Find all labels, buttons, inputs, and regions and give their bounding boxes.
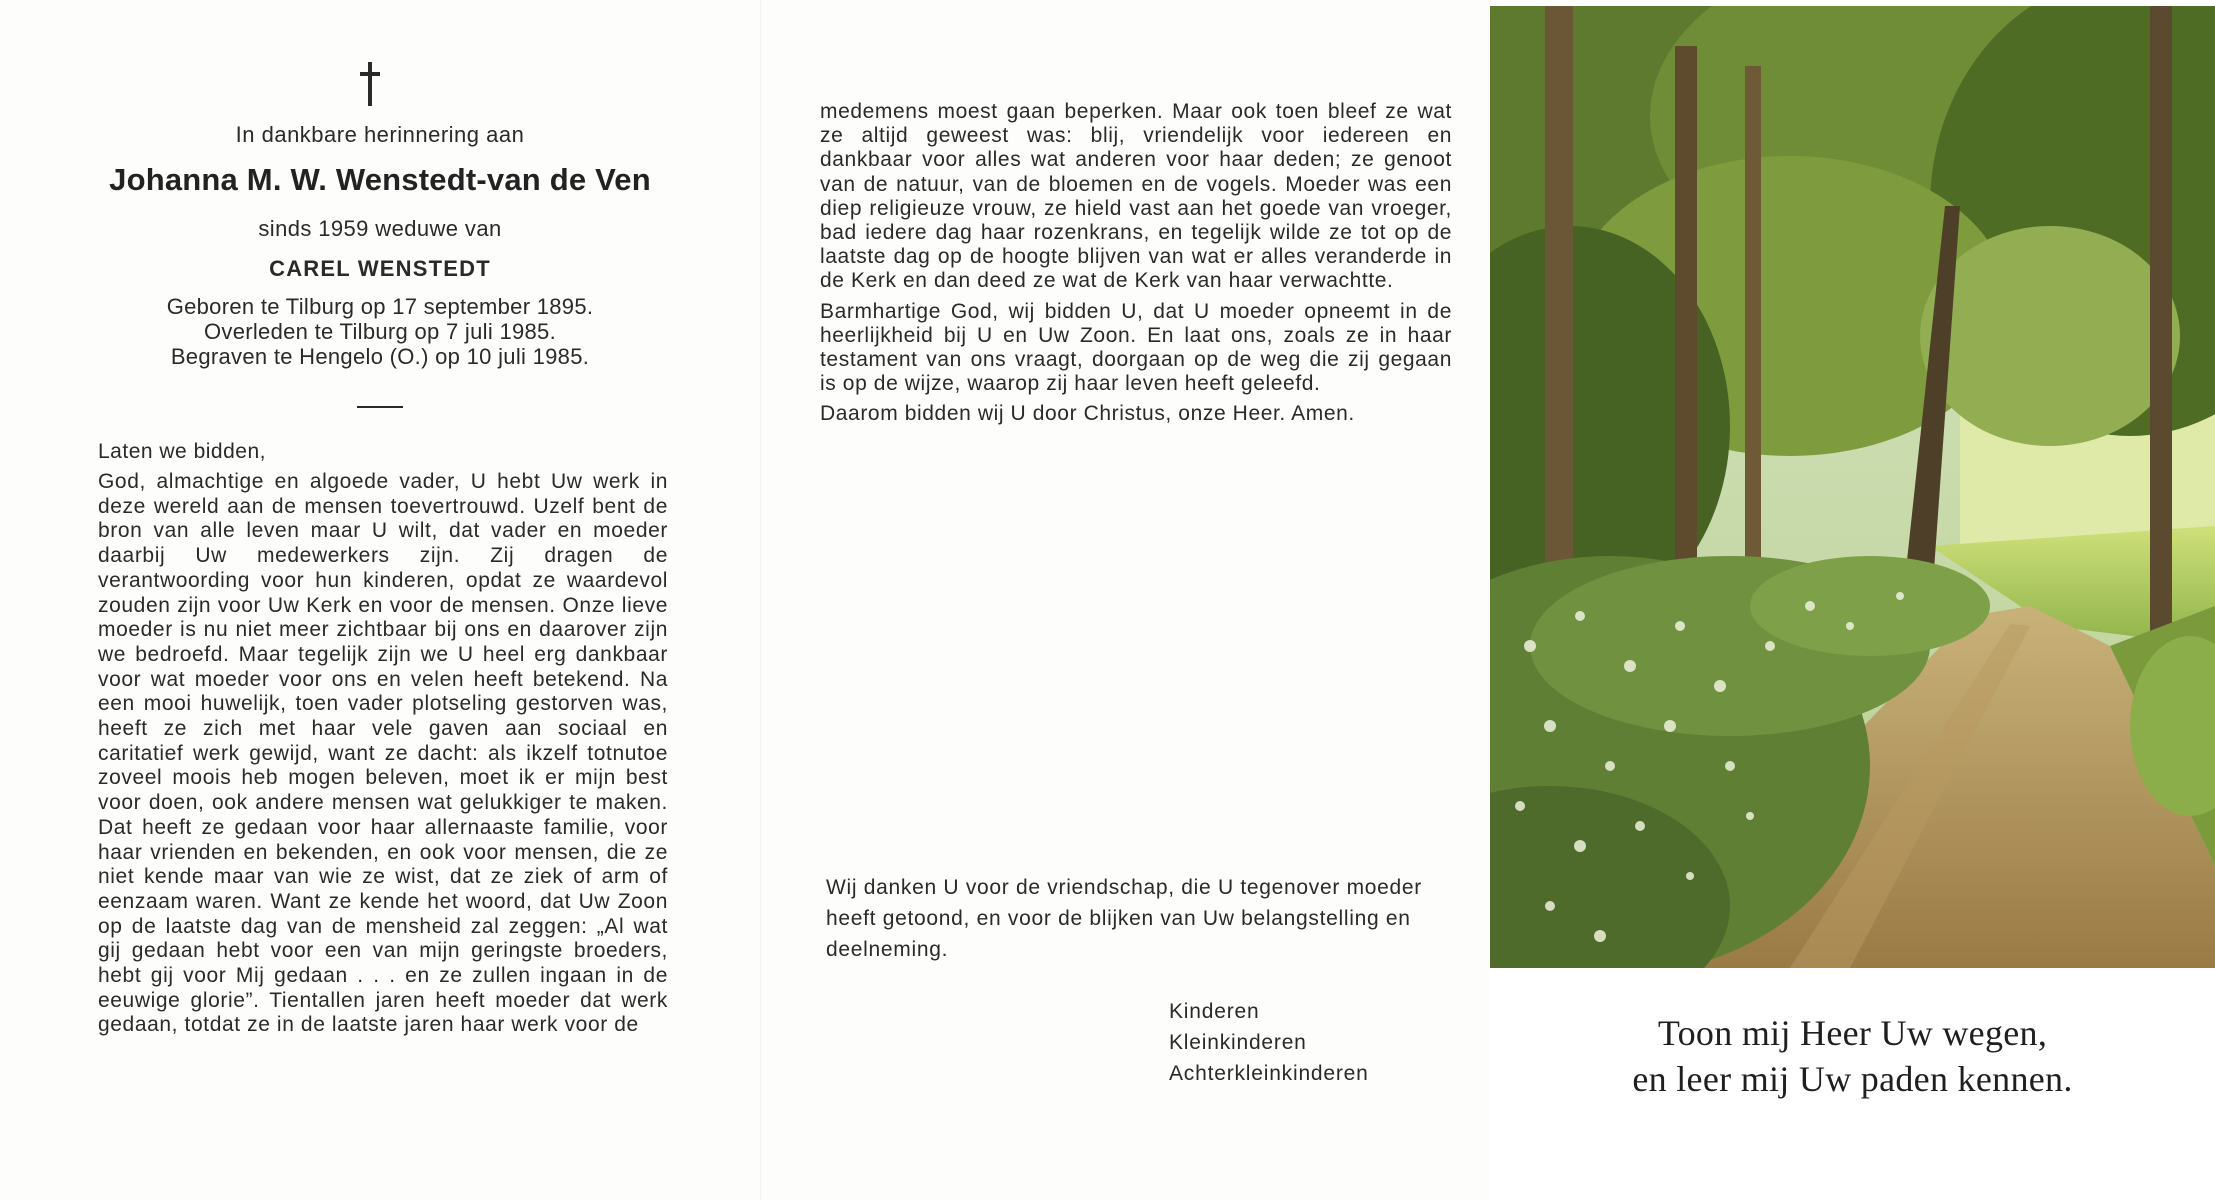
- left-panel: [0, 0, 760, 1200]
- husband-name: CAREL WENSTEDT: [269, 256, 491, 281]
- thanks-text: Wij danken U voor de vriendschap, die U tegenover moeder heeft getoond, en voor de blijken van Uw belangstelling en deelneming.: [826, 876, 1429, 961]
- verse-line: Toon mij Heer Uw wegen,: [1657, 1013, 2048, 1053]
- prayer-paragraph: Daarom bidden wij U door Christus, onze Heer. Amen.: [820, 402, 1355, 426]
- family-line: Kinderen: [1169, 1000, 1260, 1023]
- death-line: Overleden te Tilburg op 7 juli 1985.: [203, 319, 556, 344]
- life-dates: [0, 294, 760, 369]
- birth-line: Geboren te Tilburg op 17 september 1895.: [166, 294, 594, 319]
- deceased-name: Johanna M. W. Wenstedt-van de Ven: [109, 162, 651, 197]
- middle-panel: [760, 0, 1490, 1200]
- right-panel: [1490, 0, 2215, 1200]
- verse-line: en leer mij Uw paden kennen.: [1632, 1059, 2073, 1099]
- divider: [357, 406, 403, 408]
- prayer-paragraph: medemens moest gaan beperken. Maar ook toen bleef ze wat ze altijd geweest was: blij, vriendelijk voor iedereen en dankbaar voor alles wat anderen voor haar deden; ze genoot van de natuur, van de bloemen en de vogels. Moeder was een diep religieuze vrouw, ze hield vast aan het goede van vroeger, bad iedere dag haar rozenkrans, en tegelijk wilde ze tot op de laatste dag op de hoogte blijven van wat er alles veranderde in de Kerk en dan deed ze wat de Kerk van haar verwachtte.: [820, 100, 1459, 293]
- family-line: Kleinkinderen: [1169, 1031, 1307, 1054]
- prayer-intro: Laten we bidden,: [98, 440, 266, 463]
- bible-verse: [1490, 1010, 2215, 1102]
- prayer-continuation: [820, 100, 1459, 433]
- cross-icon: [358, 62, 382, 106]
- burial-line: Begraven te Hengelo (O.) op 10 juli 1985.: [170, 344, 590, 369]
- forest-path-photo: [1490, 6, 2215, 968]
- family-line: Achterkleinkinderen: [1169, 1062, 1369, 1085]
- widow-line: sinds 1959 weduwe van: [258, 216, 502, 241]
- prayer-text: God, almachtige en algoede vader, U hebt Uw werk in deze wereld aan de mensen toevertrouwd. Uzelf bent de bron van alle leven maar U wilt, dat vader en moeder daarbij Uw medewerkers zijn. Zij dragen de verantwoording voor hun kinderen, opdat ze waardevol zouden zijn voor Uw Kerk en voor de mensen. Onze lieve moeder is nu niet meer zichtbaar bij ons en daarover zijn we bedroefd. Maar tegelijk zijn we U heel erg dankbaar voor wat moeder voor ons en velen heeft betekend. Na een mooi huwelijk, toen vader plotseling gestorven was, heeft ze zich met haar vele gaven aan sociaal en caritatief werk gewijd, want ze dacht: als ikzelf totnutoe zoveel moois heb mogen beleven, moet ik er mijn best voor doen, ook andere mensen wat gelukkiger te maken. Dat heeft ze gedaan voor haar allernaaste familie, voor haar vrienden en bekenden, en ook voor mensen, die ze niet kende maar van wie ze wist, dat ze ziek of arm of eenzaam waren. Want ze kende het woord, dat Uw Zoon op de laatste dag van de mensheid zal zeggen: „Al wat gij gedaan hebt voor een van mijn geringste broeders, hebt gij voor Mij gedaan . . . en ze zullen ingaan in de eeuwige glorie”. Tientallen jaren heeft moeder dat werk gedaan, totdat ze in de laatste jaren haar werk voor de: [98, 470, 675, 1037]
- prayer-paragraph: Barmhartige God, wij bidden U, dat U moeder opneemt in de heerlijkheid bij U en Uw Zoon. En laat ons, zoals ze in haar testament van ons vraagt, doorgaan op de weg die zij gegaan is op de wijze, waarop zij haar leven heeft geleefd.: [820, 299, 1459, 396]
- family-signature: [1169, 996, 1369, 1089]
- intro-line: In dankbare herinnering aan: [235, 122, 525, 147]
